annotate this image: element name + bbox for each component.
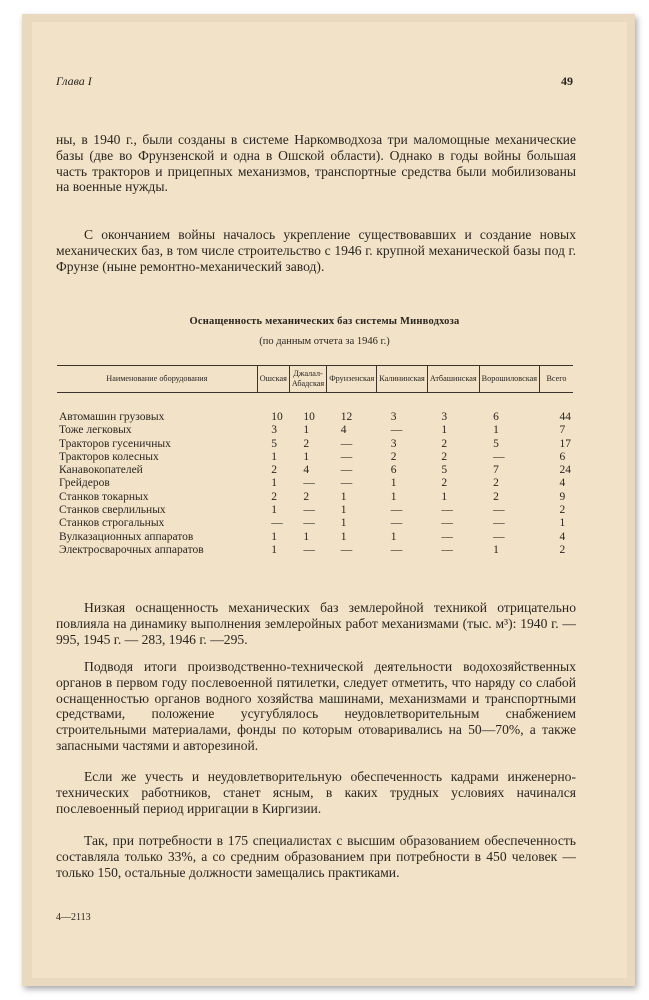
equipment-count-cell: 1 (271, 530, 277, 543)
equipment-count-cell: 2 (493, 490, 499, 503)
equipment-count-cell: 2 (441, 450, 448, 463)
equipment-count-cell: 10 (303, 411, 315, 423)
equipment-count-cell: — (441, 504, 453, 517)
equipment-count-cell: 1 (340, 490, 347, 503)
equipment-count-cell: 2 (441, 437, 448, 450)
equipment-name-cell: Канавокопателей (59, 464, 143, 477)
equipment-count-cell: 1 (493, 424, 499, 437)
equipment-count-cell: 1 (340, 517, 347, 530)
equipment-name-cell: Электросварочных аппаратов (59, 543, 204, 556)
equipment-count-cell: — (303, 517, 315, 530)
equipment-count-cell: 7 (559, 424, 566, 437)
equipment-count-cell: 12 (340, 411, 353, 423)
equipment-count-cell: — (390, 543, 403, 556)
equipment-count-cell: 3 (441, 411, 448, 423)
equipment-count-cell: 3 (271, 424, 277, 437)
equipment-name-cell: Тракторов гусеничных (59, 437, 171, 450)
equipment-count-cell: 2 (493, 477, 499, 490)
equipment-count-cell: 1 (390, 477, 397, 490)
column-header-osh: Ошская (257, 366, 289, 393)
equipment-count-cell: — (303, 504, 315, 517)
column-header-name: Наименование оборудования (57, 366, 257, 393)
equipment-count-cell: 5 (271, 437, 277, 450)
equipment-count-cell: 4 (303, 464, 310, 477)
column-header-kalinin: Калининская (377, 366, 428, 393)
table-title: Оснащенность механических баз системы Минводхоза (189, 316, 460, 327)
equipment-count-cell: 1 (271, 543, 277, 556)
equipment-count-cell: 4 (559, 530, 566, 543)
equipment-count-cell: — (493, 504, 505, 517)
equipment-count-cell: 3 (390, 411, 397, 423)
equipment-count-cell: — (441, 530, 453, 543)
equipment-name-cell: Станков сверлильных (59, 504, 166, 517)
running-header (56, 74, 573, 92)
equipment-count-cell: 2 (559, 504, 566, 517)
equipment-count-cell: 1 (303, 530, 310, 543)
equipment-count-cell: 17 (559, 437, 571, 450)
paragraph-3: Низкая оснащенность механических баз землеройной техникой отрицательно повлияла на динамику выполнения землеройных работ механизмами (тыс. м³): 1940 г. —995, 1945 г. — 283, 1946 г. —295. (56, 600, 576, 647)
table-row (57, 477, 573, 490)
equipment-count-cell: 2 (303, 490, 310, 503)
equipment-count-cell: 1 (271, 450, 277, 463)
equipment-count-cell: 24 (559, 464, 571, 477)
page-number: 49 (561, 74, 573, 88)
equipment-count-cell: 1 (340, 530, 347, 543)
table-row (57, 464, 573, 477)
equipment-name-cell: Тоже легковых (59, 424, 132, 437)
printer-signature: 4—2113 (56, 912, 91, 923)
equipment-count-cell: 4 (340, 424, 347, 437)
equipment-count-cell: — (340, 543, 353, 556)
equipment-name-cell: Станков строгальных (59, 517, 165, 530)
equipment-count-cell: 2 (390, 450, 397, 463)
equipment-count-cell: 5 (493, 437, 499, 450)
equipment-name-cell: Станков токарных (59, 490, 149, 503)
equipment-count-cell: 2 (559, 543, 566, 556)
table-row (57, 491, 573, 504)
equipment-name-cell: Грейдеров (59, 477, 110, 490)
equipment-count-cell: 1 (441, 490, 448, 503)
equipment-count-cell: 1 (271, 477, 277, 490)
equipment-count-cell: 44 (559, 411, 571, 423)
column-header-voroshilov: Ворошиловская (479, 366, 539, 393)
equipment-count-cell: 6 (559, 450, 566, 463)
table-row (57, 438, 573, 451)
paragraph-1: ны, в 1940 г., были созданы в системе Наркомводхоза три маломощные механические базы (две во Фрунзенской и одна в Ошской области). Однако в годы войны большая часть тракторов и прицепных механизмов, транспортные средства были мобилизованы на военные нужды. (56, 132, 576, 195)
equipment-count-cell: — (340, 450, 353, 463)
equipment-count-cell: 7 (493, 464, 499, 477)
equipment-count-cell: 2 (441, 477, 448, 490)
equipment-name-cell: Вулказационных аппаратов (59, 530, 194, 543)
table-row (57, 531, 573, 544)
column-header-frunze: Фрунзенская (327, 366, 377, 393)
paragraph-2: С окончанием войны началось укрепление существовавших и создание новых механических баз, в том числе строительство с 1946 г. крупной механической базы под г. Фрунзе (ныне ремонтно-механический завод). (56, 227, 576, 274)
equipment-count-cell: — (493, 530, 505, 543)
equipment-count-cell: 1 (559, 517, 566, 530)
equipment-count-cell: 5 (441, 464, 448, 477)
equipment-count-cell: 1 (271, 504, 277, 517)
equipment-count-cell: 6 (390, 464, 397, 477)
equipment-count-cell: — (271, 517, 283, 530)
table-row (57, 451, 573, 464)
chapter-label: Глава I (56, 74, 92, 88)
equipment-count-cell: — (493, 450, 505, 463)
equipment-table (57, 365, 573, 557)
equipment-count-cell: — (441, 543, 453, 556)
equipment-count-cell: 1 (441, 424, 448, 437)
equipment-count-cell: — (340, 464, 353, 477)
equipment-count-cell: — (303, 543, 315, 556)
equipment-count-cell: 1 (303, 450, 310, 463)
equipment-name-cell: Тракторов колесных (59, 450, 159, 463)
paragraph-4: Подводя итоги производственно-технической деятельности водохозяйственных органов в первом году послевоенной пятилетки, следует отметить, что наряду со слабой оснащенностью органов водного хозяйства машинами, механизмами и транспортными средствами, положение усугублялось неудовлетворительным снабжением строительными материалами, фонды по которым отоваривались на 50—70%, а также запасными частями и авторезиной. (56, 659, 576, 753)
table-subtitle: (по данным отчета за 1946 г.) (259, 336, 390, 347)
equipment-count-cell: 6 (493, 411, 499, 423)
equipment-count-cell: 2 (271, 464, 277, 477)
equipment-count-cell: — (390, 504, 403, 517)
paragraph-5: Если же учесть и неудовлетворительную обеспеченность кадрами инженерно-технических работников, станет ясным, в каких трудных условиях начинался послевоенный период ирригации в Киргизии. (56, 769, 576, 816)
equipment-count-cell: 10 (271, 411, 283, 423)
column-header-atbashi: Атбашинская (427, 366, 479, 393)
column-header-jalal-abad: Джалал-Абадская (289, 366, 326, 393)
equipment-count-cell: — (390, 517, 403, 530)
equipment-name-cell: Автомашин грузовых (59, 411, 165, 423)
equipment-count-cell: 4 (559, 477, 566, 490)
equipment-count-cell: 1 (493, 543, 499, 556)
equipment-count-cell: 1 (340, 504, 347, 517)
equipment-count-cell: — (340, 477, 353, 490)
equipment-count-cell: 1 (303, 424, 310, 437)
equipment-count-cell: — (493, 517, 505, 530)
equipment-count-cell: 3 (390, 437, 397, 450)
equipment-count-cell: — (390, 424, 403, 437)
equipment-count-cell: 1 (390, 530, 397, 543)
table-header-row (57, 366, 573, 393)
equipment-count-cell: — (441, 517, 453, 530)
equipment-count-cell: 2 (303, 437, 310, 450)
equipment-count-cell: — (303, 477, 315, 490)
equipment-count-cell: 9 (559, 490, 566, 503)
equipment-count-cell: 2 (271, 490, 277, 503)
table-row (57, 411, 573, 424)
paragraph-6: Так, при потребности в 175 специалистах с высшим образованием обеспеченность составляла только 33%, а со средним образованием при потребности в 450 человек — только 150, остальные должности замещались практиками. (56, 833, 576, 880)
equipment-count-cell: — (340, 437, 353, 450)
column-header-total: Всего (540, 366, 574, 393)
table-row (57, 504, 573, 517)
table-row (57, 424, 573, 437)
table-row (57, 517, 573, 530)
table-row (57, 544, 573, 557)
equipment-count-cell: 1 (390, 490, 397, 503)
